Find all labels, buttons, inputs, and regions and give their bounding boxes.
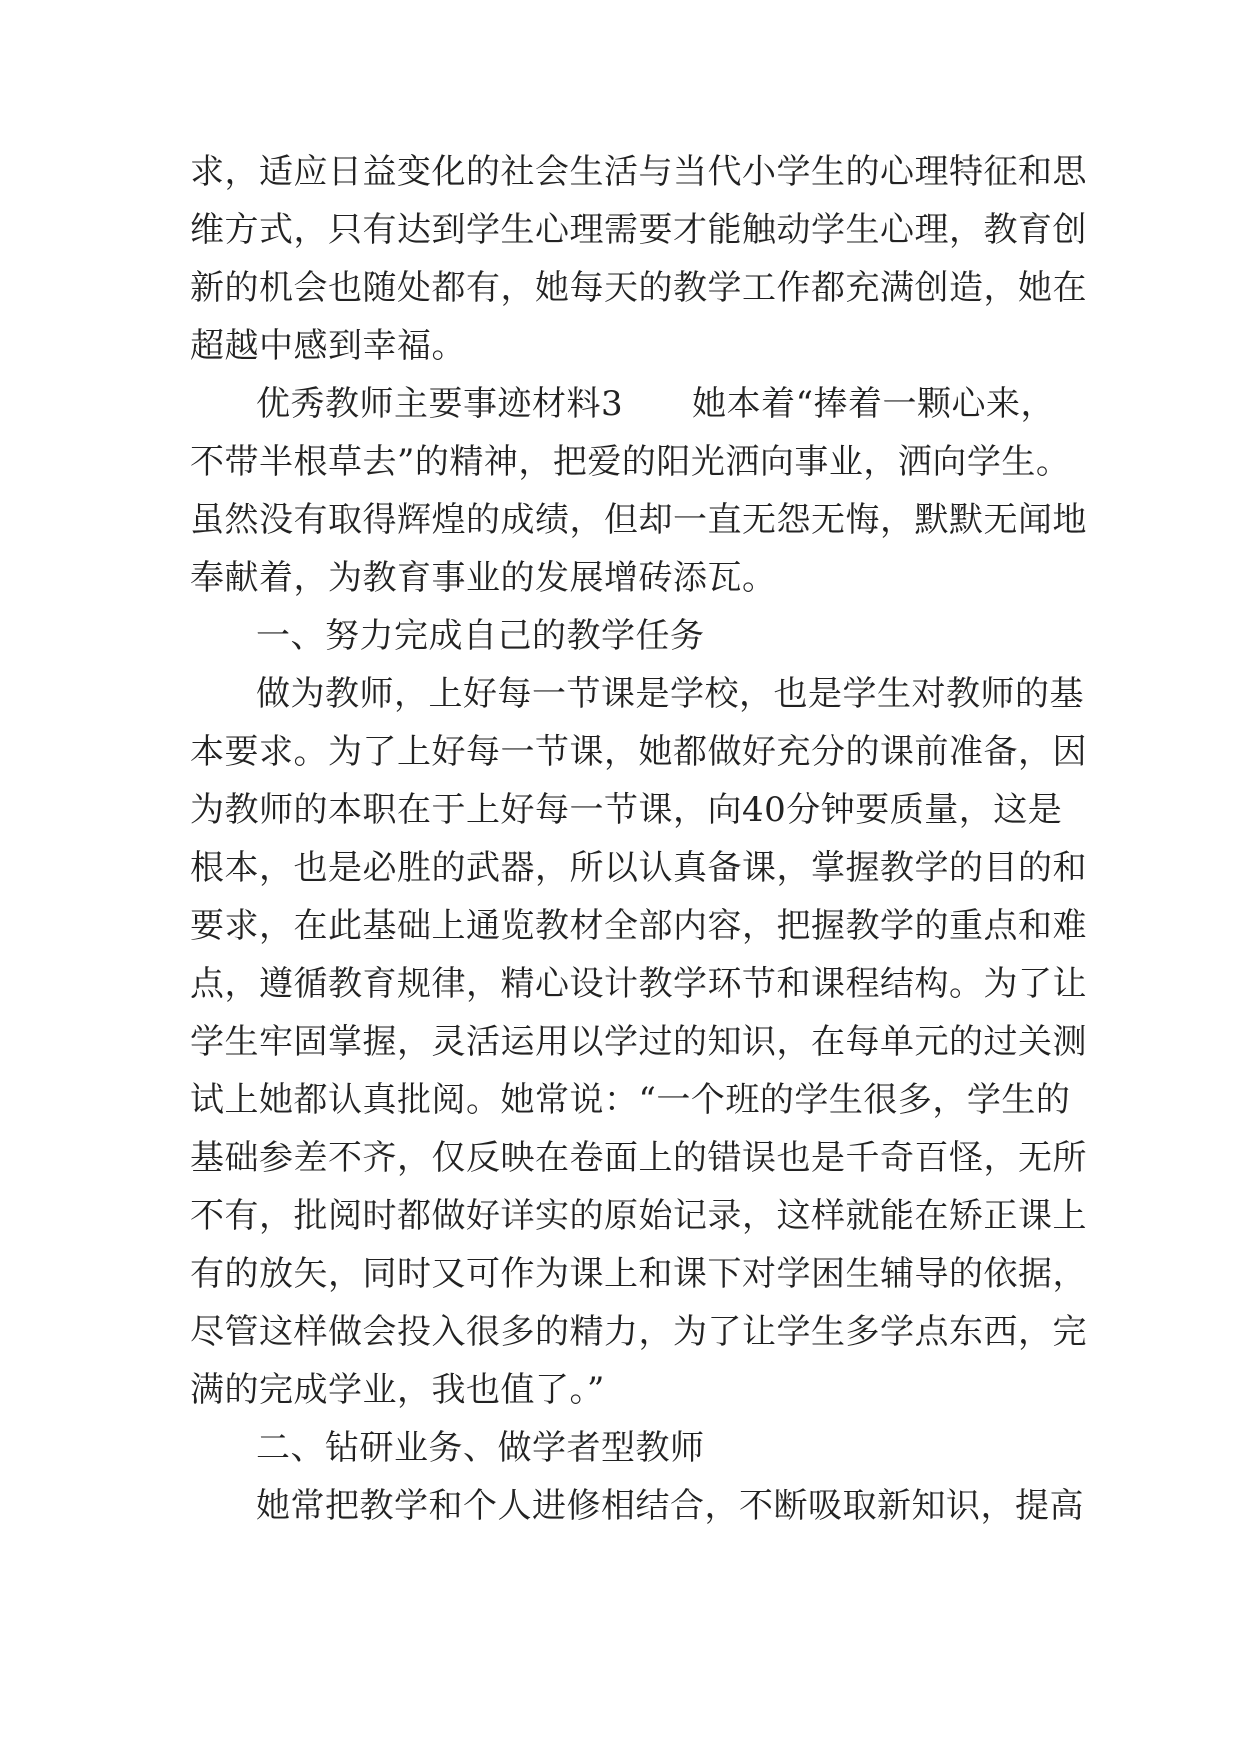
text-line: 做为教师，上好每一节课是学校，也是学生对教师的基 bbox=[256, 674, 1084, 714]
text-line: 学生牢固掌握，灵活运用以学过的知识，在每单元的过关测 bbox=[190, 1022, 1087, 1062]
text-line: 不有，批阅时都做好详实的原始记录，这样就能在矫正课上 bbox=[190, 1196, 1087, 1236]
text-line: 本要求。为了上好每一节课，她都做好充分的课前准备，因 bbox=[190, 732, 1087, 772]
text-line: 不带半根草去”的精神，把爱的阳光洒向事业，洒向学生。 bbox=[190, 442, 1071, 482]
text-line: 有的放矢，同时又可作为课上和课下对学困生辅导的依据， bbox=[190, 1254, 1087, 1294]
text-line: 为教师的本职在于上好每一节课，向40分钟要质量，这是 bbox=[190, 790, 1063, 830]
text-line: 求，适应日益变化的社会生活与当代小学生的心理特征和思 bbox=[190, 152, 1087, 192]
text-line: 基础参差不齐，仅反映在卷面上的错误也是千奇百怪，无所 bbox=[190, 1138, 1087, 1178]
subheading-line: 一、努力完成自己的教学任务 bbox=[256, 616, 705, 656]
text-line: 根本，也是必胜的武器，所以认真备课，掌握教学的目的和 bbox=[190, 848, 1087, 888]
subheading-line: 二、钻研业务、做学者型教师 bbox=[256, 1428, 705, 1468]
text-line: 她常把教学和个人进修相结合，不断吸取新知识，提高 bbox=[256, 1486, 1084, 1526]
text-line: 试上她都认真批阅。她常说：“一个班的学生很多，学生的 bbox=[190, 1080, 1071, 1120]
text-line: 超越中感到幸福。 bbox=[190, 326, 466, 366]
text-line: 维方式，只有达到学生心理需要才能触动学生心理，教育创 bbox=[190, 210, 1087, 250]
text-line: 尽管这样做会投入很多的精力，为了让学生多学点东西，完 bbox=[190, 1312, 1087, 1352]
text-line: 点，遵循教育规律，精心设计教学环节和课程结构。为了让 bbox=[190, 964, 1087, 1004]
text-line: 要求，在此基础上通览教材全部内容，把握教学的重点和难 bbox=[190, 906, 1087, 946]
text-line: 新的机会也随处都有，她每天的教学工作都充满创造，她在 bbox=[190, 268, 1087, 308]
section-heading-line: 优秀教师主要事迹材料3 她本着“捧着一颗心来， bbox=[256, 384, 1056, 424]
text-line: 虽然没有取得辉煌的成绩，但却一直无怨无悔，默默无闻地 bbox=[190, 500, 1087, 540]
text-line: 奉献着，为教育事业的发展增砖添瓦。 bbox=[190, 558, 777, 598]
text-line: 满的完成学业，我也值了。” bbox=[190, 1370, 605, 1410]
